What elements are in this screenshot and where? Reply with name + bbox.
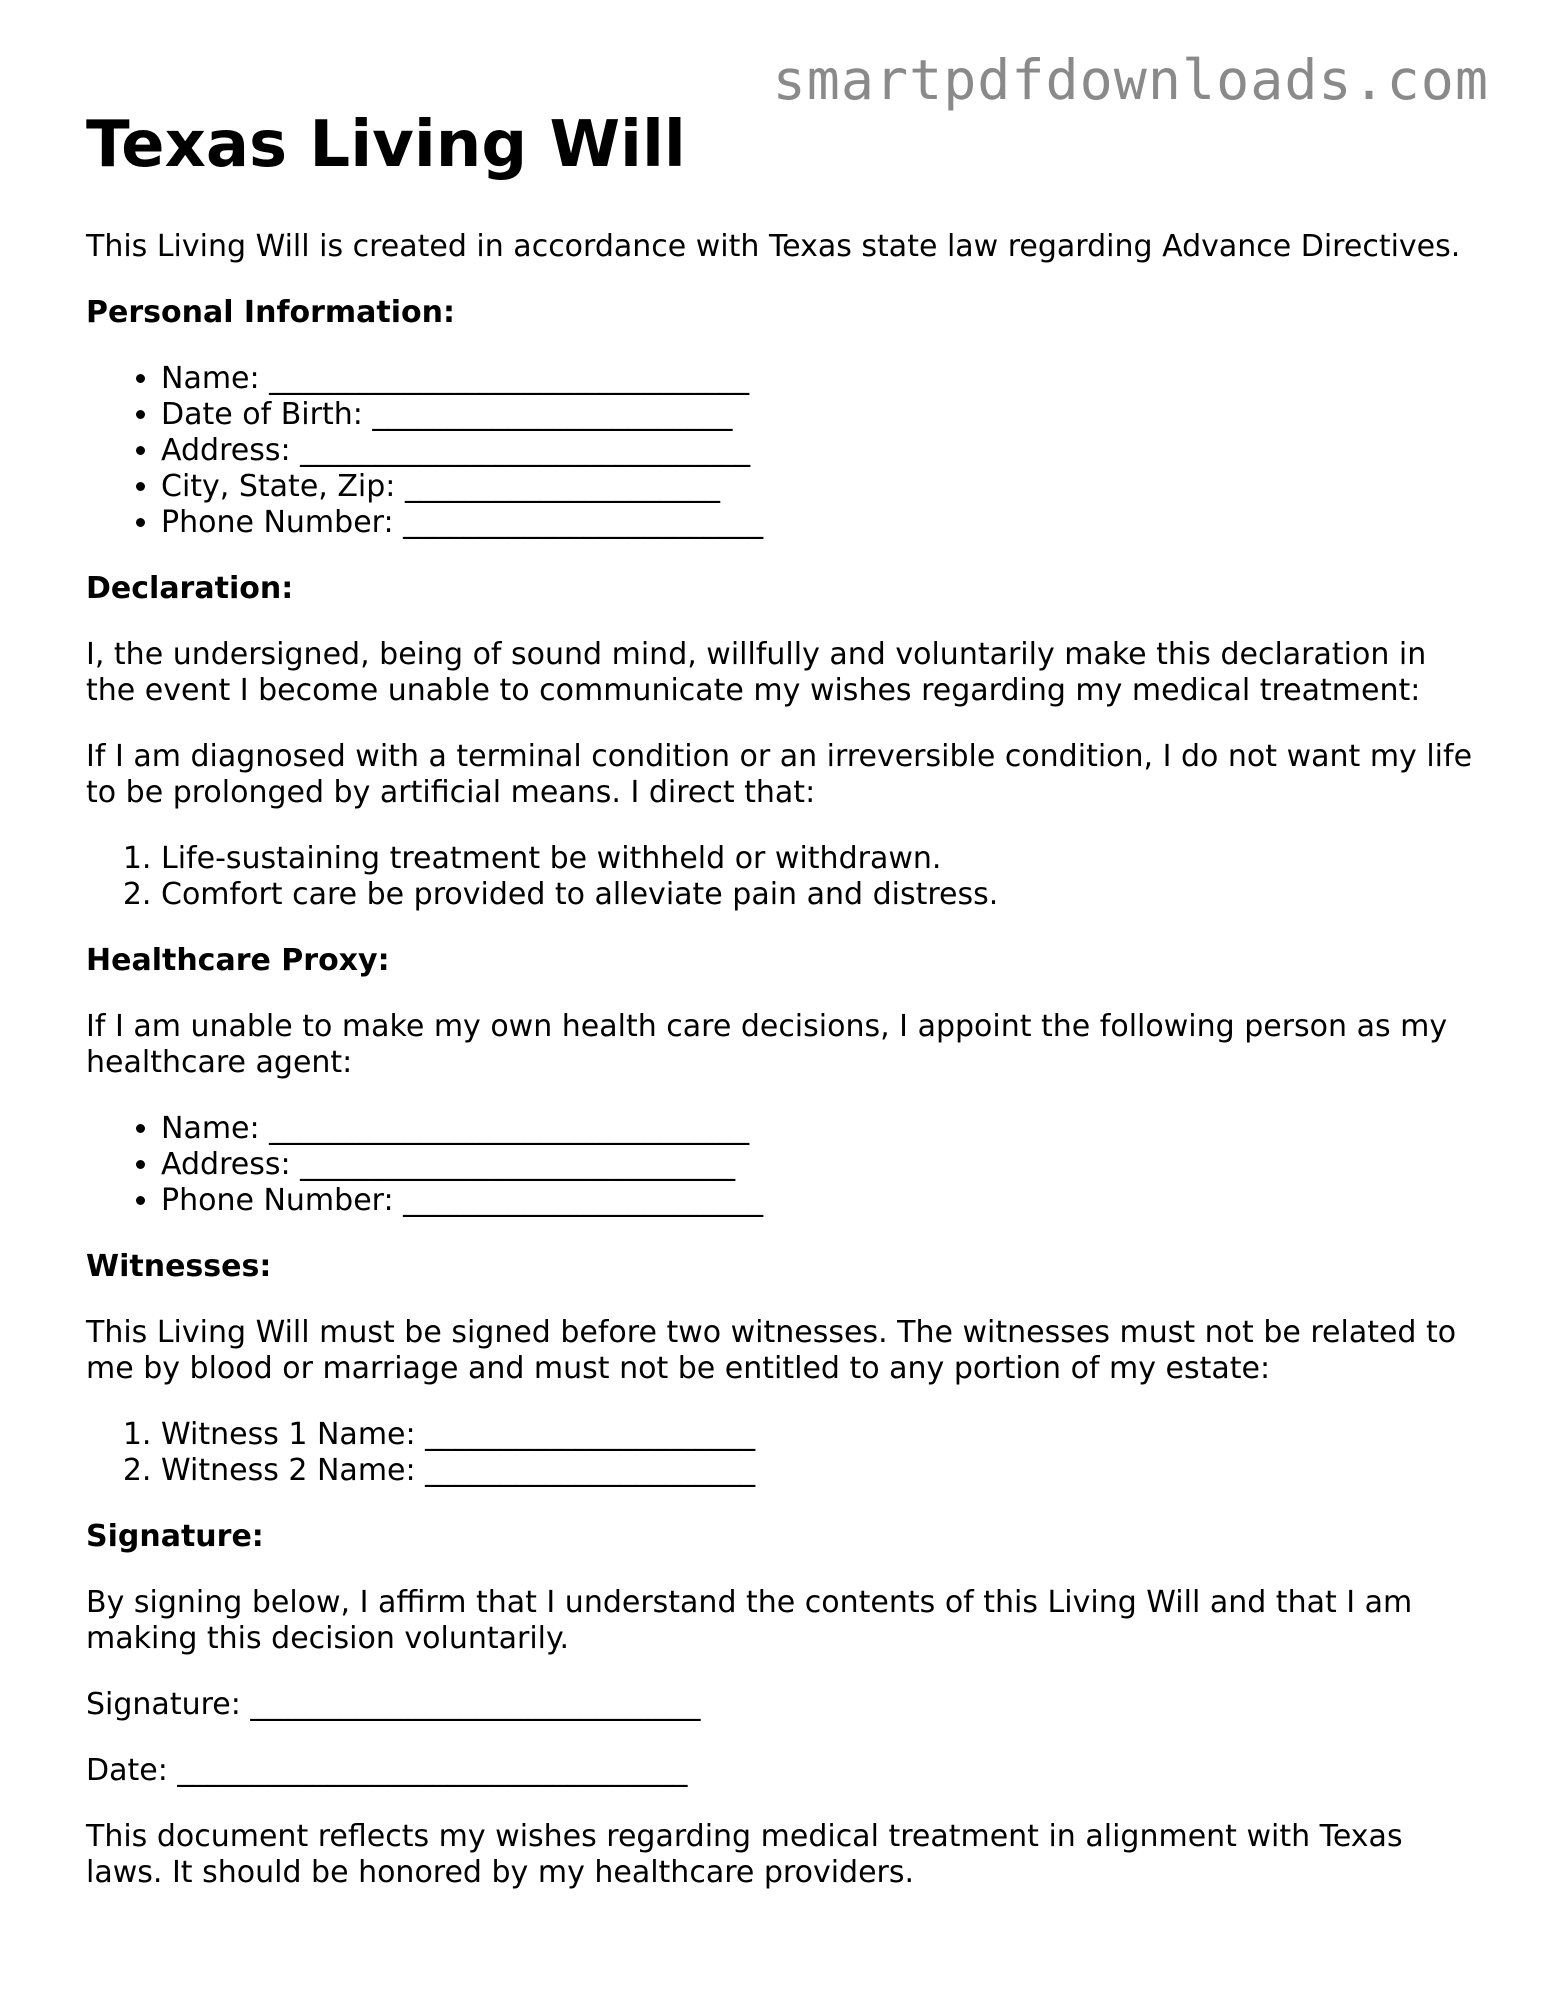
field-blank[interactable]: ______________________________ <box>250 1687 701 1722</box>
directive-paragraph: If I am diagnosed with a terminal condition or an irreversible condition, I do not want my life to be prolonged by artificial means. I direct that: <box>86 739 1473 810</box>
declaration-paragraph: I, the undersigned, being of sound mind, willfully and voluntarily make this declaration in the event I become unable to communicate my wishes regarding my medical treatment: <box>86 637 1427 708</box>
personal-info-heading: Personal Information: <box>86 295 455 330</box>
field-blank[interactable]: ________________________ <box>403 1183 764 1218</box>
signature-heading: Signature: <box>86 1519 264 1554</box>
field-label: Phone Number: <box>161 1183 394 1218</box>
witness-2-field[interactable] <box>161 1453 1476 1489</box>
closing-paragraph: This document reflects my wishes regarding medical treatment in alignment with Texas laws. It should be honored by my healthcare providers. <box>86 1819 1403 1890</box>
field-label: Name: <box>161 361 260 396</box>
proxy-paragraph: If I am unable to make my own health care decisions, I appoint the following person as my healthcare agent: <box>86 1009 1448 1080</box>
proxy-info-list <box>86 1111 1476 1219</box>
field-label: Date of Birth: <box>161 397 363 432</box>
personal-phone-field[interactable] <box>161 505 1476 541</box>
watermark: smartpdfdownloads.com <box>772 48 1489 112</box>
witnesses-heading: Witnesses: <box>86 1249 272 1284</box>
field-label: Signature: <box>86 1687 241 1722</box>
field-blank[interactable]: ________________________________ <box>269 361 750 396</box>
witness-1-field[interactable] <box>161 1417 1476 1453</box>
witness-list <box>86 1417 1476 1489</box>
field-blank[interactable]: ________________________________ <box>269 1111 750 1146</box>
intro-paragraph: This Living Will is created in accordance with Texas state law regarding Advance Directives. <box>86 229 1461 264</box>
personal-dob-field[interactable] <box>161 397 1476 433</box>
signature-paragraph: By signing below, I affirm that I understand the contents of this Living Will and that I am making this decision voluntarily. <box>86 1585 1413 1656</box>
proxy-name-field[interactable] <box>161 1111 1476 1147</box>
field-label: Phone Number: <box>161 505 394 540</box>
field-label: City, State, Zip: <box>161 469 396 504</box>
proxy-phone-field[interactable] <box>161 1183 1476 1219</box>
field-label: Witness 1 Name: <box>161 1417 416 1452</box>
field-label: Name: <box>161 1111 260 1146</box>
directive-item: 1. Life-sustaining treatment be withheld or withdrawn. <box>161 841 1476 877</box>
field-label: Date: <box>86 1753 168 1788</box>
document-body <box>86 103 1476 1921</box>
personal-address-field[interactable] <box>161 433 1476 469</box>
field-blank[interactable]: __________________________________ <box>177 1753 688 1788</box>
field-label: Witness 2 Name: <box>161 1453 416 1488</box>
proxy-address-field[interactable] <box>161 1147 1476 1183</box>
field-blank[interactable]: ________________________ <box>372 397 733 432</box>
field-blank[interactable]: ________________________ <box>403 505 764 540</box>
signature-field[interactable] <box>86 1687 1476 1723</box>
directive-list <box>86 841 1476 913</box>
field-blank[interactable]: _____________________________ <box>300 1147 736 1182</box>
date-field[interactable] <box>86 1753 1476 1789</box>
witnesses-paragraph: This Living Will must be signed before two witnesses. The witnesses must not be related to me by blood or marriage and must not be entitled to any portion of my estate: <box>86 1315 1457 1386</box>
page-title: Texas Living Will <box>86 108 686 182</box>
field-label: Address: <box>161 1147 291 1182</box>
field-blank[interactable]: ______________________ <box>425 1417 756 1452</box>
personal-name-field[interactable] <box>161 361 1476 397</box>
personal-info-list <box>86 361 1476 541</box>
field-label: Address: <box>161 433 291 468</box>
field-blank[interactable]: ______________________ <box>425 1453 756 1488</box>
field-blank[interactable]: _____________________ <box>404 469 720 504</box>
personal-city-state-zip-field[interactable] <box>161 469 1476 505</box>
field-blank[interactable]: ______________________________ <box>300 433 751 468</box>
healthcare-proxy-heading: Healthcare Proxy: <box>86 943 390 978</box>
declaration-heading: Declaration: <box>86 571 294 606</box>
directive-item: 2. Comfort care be provided to alleviate pain and distress. <box>161 877 1476 913</box>
